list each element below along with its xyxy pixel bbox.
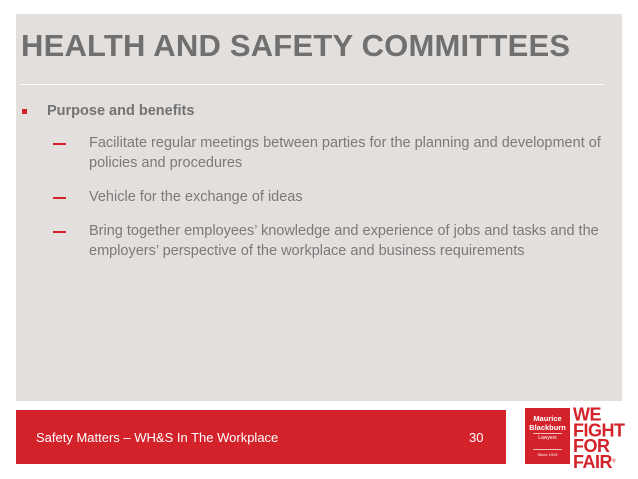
sub-bullet-item	[52, 187, 612, 207]
logo-line-3: Lawyers	[538, 435, 557, 441]
sub-bullet-text: Bring together employees’ knowledge and experience of jobs and tasks and the employers’ perspective of the workplace and business requirements	[89, 223, 599, 259]
dash-bullet-icon	[53, 143, 66, 145]
sub-bullet-list	[52, 133, 612, 275]
dash-bullet-icon	[53, 197, 66, 199]
square-bullet-icon	[22, 109, 27, 114]
logo-divider	[533, 449, 562, 450]
slide-title: HEALTH AND SAFETY COMMITTEES	[21, 28, 571, 63]
maurice-blackburn-logo	[525, 408, 570, 464]
logo-line-1: Maurice	[533, 414, 562, 423]
we-fight-for-fair-tagline	[573, 403, 635, 473]
bullet-label: Purpose and benefits	[47, 103, 195, 119]
sub-bullet-text: Vehicle for the exchange of ideas	[89, 189, 303, 205]
tagline-line-2: FIGHT	[573, 419, 625, 441]
sub-bullet-text: Facilitate regular meetings between parties for the planning and development of policies and procedures	[89, 135, 601, 171]
logo-line-2: Blackburn	[529, 423, 566, 432]
tagline-line-4-row	[573, 451, 635, 473]
sub-bullet-item	[52, 133, 612, 173]
tagline-line-4: FAIR	[573, 451, 613, 473]
bullet-item	[22, 103, 194, 119]
sub-bullet-item	[52, 221, 612, 261]
registered-mark: ®	[612, 458, 616, 465]
footer-text: Safety Matters – WH&S In The Workplace	[36, 430, 279, 445]
tagline-line-1: WE	[573, 403, 601, 425]
logo-line-4: Since 1919	[537, 452, 558, 457]
page-number: 30	[469, 430, 484, 445]
logo-divider	[533, 433, 562, 434]
footer-bar	[16, 410, 506, 464]
tagline-line-3: FOR	[573, 435, 610, 457]
title-divider	[20, 84, 604, 85]
dash-bullet-icon	[53, 231, 66, 233]
